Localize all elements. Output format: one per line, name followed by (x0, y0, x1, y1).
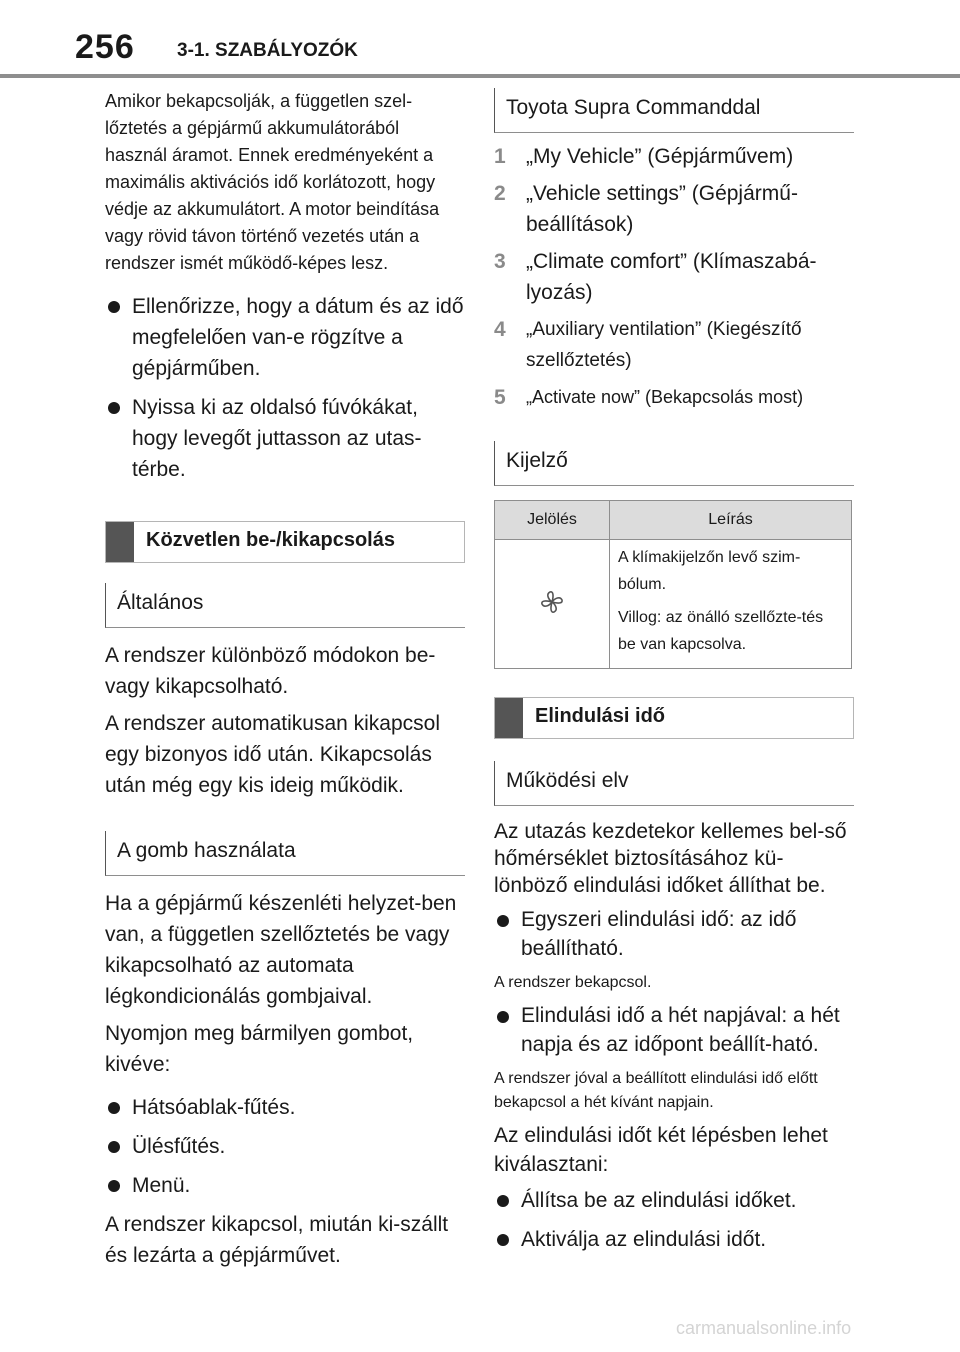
subsection-heading: Toyota Supra Commanddal (494, 88, 854, 133)
right-column (494, 88, 854, 1263)
fan-icon (539, 589, 565, 615)
step-item: 3 „Climate comfort” (Klímaszabá-lyozás) (494, 250, 817, 304)
subsection-heading: Kijelző (494, 441, 854, 486)
table-cell: Villog: az önálló szellőzte-tés be van kapcsolva. (618, 609, 824, 653)
list-item: Ellenőrizze, hogy a dátum és az idő megfelelően van-e rögzítve a gépjárműben. (105, 291, 465, 384)
list-item: Aktiválja az elindulási időt. (494, 1224, 854, 1255)
list-item: Ülésfűtés. (105, 1131, 465, 1162)
paragraph: A rendszer különböző módokon be- vagy kikapcsolható. (105, 644, 436, 698)
paragraph: A rendszer kikapcsol, miután ki-szállt és lezárta a gépjárművet. (105, 1213, 449, 1267)
table-header: Jelölés (495, 501, 610, 540)
list-item: Hátsóablak-fűtés. (105, 1092, 465, 1123)
heading-marker (106, 522, 134, 562)
paragraph: Nyomjon meg bármilyen gombot, kivéve: (105, 1022, 414, 1076)
note: A rendszer jóval a beállított elindulási idő előtt bekapcsol a hét kívánt napjain. (494, 1070, 818, 1111)
bullet-icon (497, 1234, 509, 1246)
table-cell: A klímakijelzőn levő szim-bólum. (618, 549, 801, 593)
subsection-heading: Általános (105, 583, 465, 628)
bullet-icon (497, 1011, 509, 1023)
left-column (105, 88, 465, 1277)
list-item: Egyszeri elindulási idő: az idő beállítható. (494, 905, 854, 963)
bullet-icon (108, 301, 120, 313)
list-item: Elindulási idő a hét napjával: a hét napja és az időpont beállít-ható. (494, 1001, 854, 1059)
paragraph: A rendszer automatikusan kikapcsol egy bizonyos idő után. Kikapcsolás után még egy kis ideig működik. (105, 712, 441, 797)
heading-marker (495, 698, 523, 738)
step-item: 5 „Activate now” (Bekapcsolás most) (494, 386, 804, 409)
subsection-heading: A gomb használata (105, 831, 465, 876)
section-heading: Elindulási idő (494, 697, 854, 739)
intro-paragraph: Amikor bekapcsolják, a független szel-lőztetés a gépjármű akkumulátorából használ áramot. Ennek eredményeként a maximális aktivációs idő korlátozott, hogy védje az akkumulátort. A motor beindítása vagy rövid távon történő vezetés után a rendszer ismét működő-képes lesz. (105, 91, 440, 273)
paragraph: Az utazás kezdetekor kellemes bel-ső hőmérséklet biztosításához kü-lönböző elindulási időket állíthat be. (494, 820, 847, 897)
note: A rendszer bekapcsol. (494, 974, 652, 991)
step-item: 1 „My Vehicle” (Gépjárművem) (494, 145, 794, 168)
paragraph: Ha a gépjármű készenléti helyzet-ben van, a független szellőztetés be vagy kikapcsolható az automata légkondicionálás gombjaival. (105, 892, 457, 1008)
watermark: carmanualsonline.info (676, 1318, 852, 1338)
bullet-icon (108, 402, 120, 414)
table-row (495, 540, 852, 669)
section-heading: Közvetlen be-/kikapcsolás (105, 521, 465, 563)
step-item: 4 „Auxiliary ventilation” (Kiegészítő szellőztetés) (494, 318, 802, 371)
list-item: Menü. (105, 1170, 465, 1201)
list-item: Nyissa ki az oldalsó fúvókákat, hogy levegőt juttasson az utas-térbe. (105, 392, 465, 485)
list-item: Állítsa be az elindulási időket. (494, 1185, 854, 1216)
bullet-icon (108, 1180, 120, 1192)
table-header: Leírás (610, 501, 852, 540)
paragraph: Az elindulási időt két lépésben lehet kiválasztani: (494, 1124, 828, 1176)
display-table (494, 500, 852, 669)
header-rule (0, 74, 960, 78)
bullet-icon (108, 1102, 120, 1114)
step-item: 2 „Vehicle settings” (Gépjármű-beállítások) (494, 182, 798, 236)
page-number: 256 (75, 28, 135, 66)
subsection-heading: Működési elv (494, 761, 854, 806)
bullet-icon (497, 915, 509, 927)
chapter-title: 3-1. SZABÁLYOZÓK (177, 40, 358, 61)
bullet-icon (108, 1141, 120, 1153)
bullet-icon (497, 1195, 509, 1207)
